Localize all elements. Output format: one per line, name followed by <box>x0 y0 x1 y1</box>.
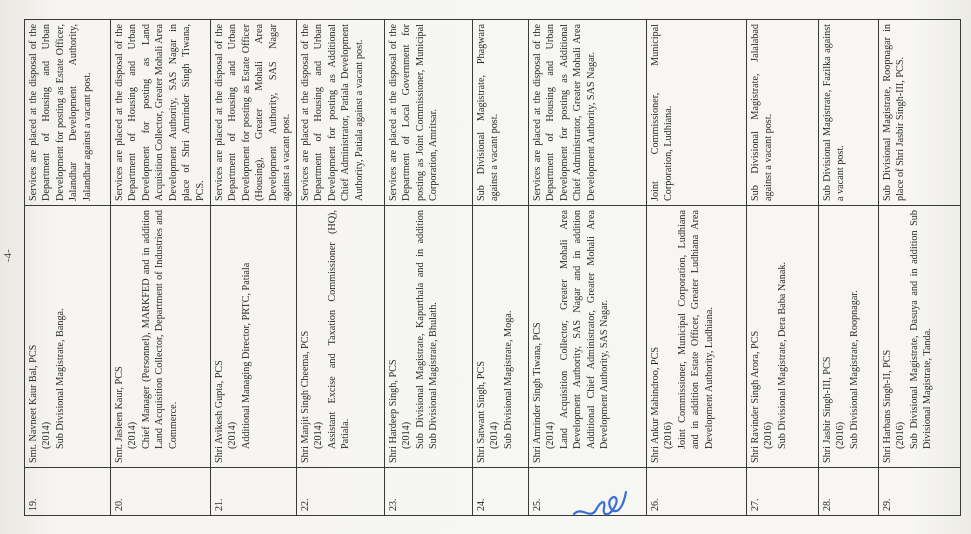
table-row <box>211 20 297 516</box>
officer-current-post: Land Acquisition Collector, Greater Mohali Area Development Authority, SAS Nagar and in addition Additional Chief Administrator, Greater Mohali Area Development Authority, SAS Nagar. <box>558 210 611 449</box>
officer-current-post: Sub Divisional Magistrate, Dasuya and in addition Sub Divisional Magistrate, Tanda. <box>908 210 934 449</box>
serial-number: 19. <box>25 468 111 516</box>
officer-name: Smt. Navneet Kaur Bal, PCS <box>28 344 39 463</box>
serial-number: 26. <box>647 468 747 516</box>
table-row <box>385 20 473 516</box>
officer-batch: (2014) <box>41 421 53 449</box>
table-row <box>879 20 961 516</box>
officer-cell <box>819 206 879 468</box>
new-posting: Services are placed at the disposal of the Department of Housing and Urban Development for posting as Additional Chief Administrator, Patiala Development Authority, Patiala against a vacant post. <box>297 20 385 206</box>
officer-cell <box>529 206 647 468</box>
new-posting: Sub Divisional Magistrate, Fazilka against a vacant post. <box>819 20 879 206</box>
new-posting: Joint Commissioner, Municipal Corporation, Ludhiana. <box>647 20 747 206</box>
table-row <box>297 20 385 516</box>
officer-cell <box>297 206 385 468</box>
officer-current-post: Sub Divisional Magistrate, Banga. <box>54 308 66 449</box>
table-row <box>529 20 647 516</box>
new-posting: Services are placed at the disposal of the Department of Housing and Urban Development for posting as Estate Officer (Housing), Greater Mohali Area Development Authority, SAS Nagar against a vacant post. <box>211 20 297 206</box>
officer-batch: (2016) <box>763 421 775 449</box>
new-posting: Services are placed at the disposal of the Department of Housing and Urban Development for posting as Estate Officer, Jalandhar Development Authority, Jalandhar against a vacant post. <box>25 20 111 206</box>
serial-number: 22. <box>297 468 385 516</box>
officer-cell <box>25 206 111 468</box>
officer-name: Shri Manjit Singh Cheema, PCS <box>300 330 311 463</box>
officer-batch: (2016) <box>663 421 675 449</box>
officer-name: Shri Hardeep Singh, PCS <box>388 359 399 463</box>
officer-cell <box>647 206 747 468</box>
serial-number: 27. <box>747 468 819 516</box>
serial-number: 25. <box>529 468 647 516</box>
signature-icon <box>570 484 630 528</box>
officer-name: Shri Ankur Mahindroo, PCS <box>650 346 661 463</box>
officer-cell <box>747 206 819 468</box>
officer-batch: (2016) <box>895 421 907 449</box>
new-posting: Services are placed at the disposal of the Department of Housing and Urban Development for posting as Land Acquisition Collector, Greater Mohali Area Development Authority, SAS Nagar in place of Shri Amrinder Singh Tiwana, PCS. <box>111 20 211 206</box>
table-row <box>473 20 529 516</box>
table-row <box>111 20 211 516</box>
officer-name: Shri Amrinder Singh Tiwana, PCS <box>532 322 543 463</box>
new-posting: Services are placed at the disposal of the Department of Local Government for posting as Joint Commissioner, Municipal Corporation, Amritsar. <box>385 20 473 206</box>
officer-name: Shri Satwant Singh, PCS <box>476 361 487 463</box>
serial-number: 29. <box>879 468 961 516</box>
officer-name: Shri Harbans Singh-II, PCS <box>882 349 893 463</box>
new-posting: Sub Divisional Magistrate, Roopnagar in place of Shri Jasbir Singh-III, PCS. <box>879 20 961 206</box>
table-row <box>747 20 819 516</box>
officer-name: Shri Jasbir Singh-III, PCS <box>822 356 833 463</box>
officer-batch: (2014) <box>127 421 139 449</box>
postings-table <box>24 19 961 516</box>
officer-batch: (2014) <box>227 421 239 449</box>
new-posting: Services are placed at the disposal of the Department of Housing and Urban Development for posting as Additional Chief Administrator, Greater Mohali Area Development Authority, SAS Nagar. <box>529 20 647 206</box>
officer-current-post: Additional Managing Director, PRTC, Patiala <box>240 262 252 449</box>
officer-batch: (2014) <box>489 421 501 449</box>
new-posting: Sub Divisional Magistrate, Phagwara against a vacant post. <box>473 20 529 206</box>
officer-cell <box>385 206 473 468</box>
serial-number: 28. <box>819 468 879 516</box>
table-row <box>25 20 111 516</box>
officer-batch: (2016) <box>835 421 847 449</box>
officer-batch: (2014) <box>313 421 325 449</box>
officer-cell <box>111 206 211 468</box>
officer-current-post: Sub Divisional Magistrate, Kapurthala and in addition Sub Divisional Magistrate, Bhulath. <box>414 210 440 449</box>
serial-number: 21. <box>211 468 297 516</box>
officer-name: Shri Ravinder Singh Arora, PCS <box>750 330 761 463</box>
officer-current-post: Sub Divisional Magistrate, Moga. <box>502 310 514 449</box>
officer-current-post: Sub Divisional Magistrate, Roopnagar. <box>848 290 860 449</box>
officer-current-post: Joint Commissioner, Municipal Corporation, Ludhiana and in addition Estate Officer, Greater Ludhiana Area Development Authority, Ludhiana. <box>676 210 715 449</box>
rotated-table-container <box>24 20 960 516</box>
table-row <box>819 20 879 516</box>
serial-number: 24. <box>473 468 529 516</box>
table-row <box>647 20 747 516</box>
officer-cell <box>211 206 297 468</box>
page-number: -4- <box>2 249 14 262</box>
serial-number: 20. <box>111 468 211 516</box>
officer-cell <box>879 206 961 468</box>
officer-current-post: Sub Divisional Magistrate, Dera Baba Nanak. <box>776 261 788 449</box>
new-posting: Sub Divisional Magistrate, Jalalabad against a vacant post. <box>747 20 819 206</box>
serial-number: 23. <box>385 468 473 516</box>
officer-current-post: Assistant Excise and Taxation Commissioner (HQ), Patiala. <box>326 210 352 449</box>
officer-cell <box>473 206 529 468</box>
officer-batch: (2014) <box>545 421 557 449</box>
officer-name: Shri Avikesh Gupta, PCS <box>214 360 225 463</box>
officer-current-post: Chief Manager (Personnel), MARKFED and in addition Land Acquisition Collector, Department of Industries and Commerce. <box>140 210 179 449</box>
officer-batch: (2014) <box>401 421 413 449</box>
officer-name: Smt. Jasleen Kaur, PCS <box>114 366 125 463</box>
